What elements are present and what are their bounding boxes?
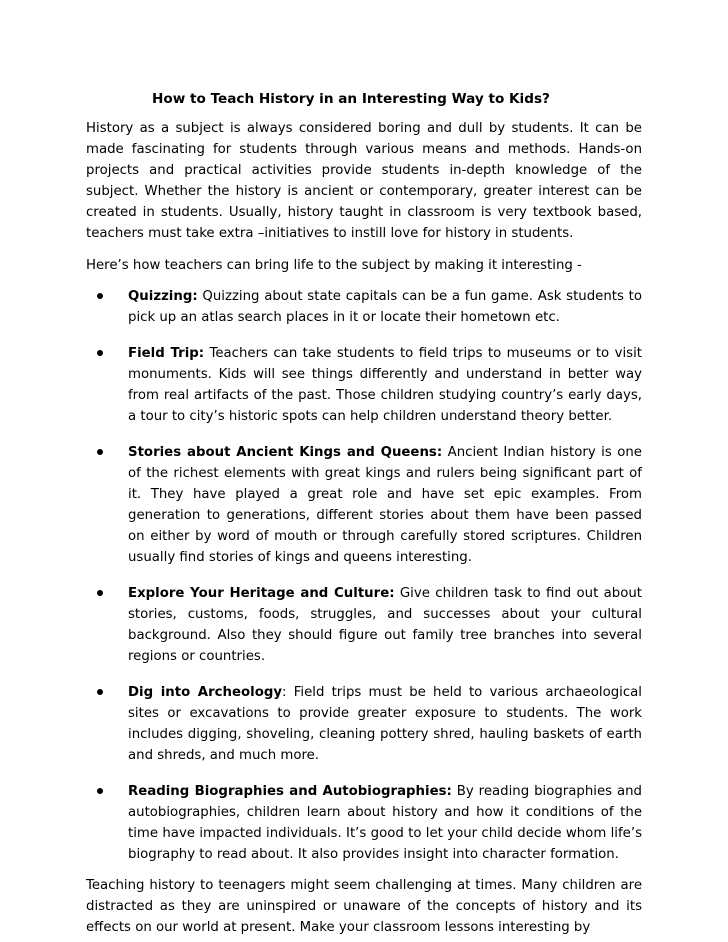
item-text: Teachers can take students to field trips to museums or to visit monuments. Kids will see things differently and understand in better way from real artifacts of the past. Those children studying country’s early days, a tour to city’s historic spots can help children understand theory better. <box>128 346 642 424</box>
tips-list <box>86 286 642 865</box>
bullet-icon <box>97 788 103 794</box>
list-item <box>86 286 642 328</box>
bullet-icon <box>97 449 103 455</box>
item-text: Give children task to find out about stories, customs, foods, struggles, and successes about your cultural background. Also they should figure out family tree branches into several regions or countries. <box>128 586 642 664</box>
item-heading: Quizzing: <box>128 289 198 304</box>
closing-paragraph: Teaching history to teenagers might seem challenging at times. Many children are distracted as they are uninspired or unaware of the concepts of history and its effects on our world at present. Make your classroom lessons interesting by <box>86 878 642 935</box>
bullet-icon <box>97 350 103 356</box>
lead-paragraph: Here’s how teachers can bring life to the subject by making it interesting - <box>86 258 582 273</box>
list-item <box>86 682 642 766</box>
bullet-icon <box>97 293 103 299</box>
list-item <box>86 442 642 568</box>
bullet-icon <box>97 689 103 695</box>
item-heading: Stories about Ancient Kings and Queens: <box>128 445 443 460</box>
list-item <box>86 343 642 427</box>
item-text: Ancient Indian history is one of the richest elements with great kings and rulers being significant part of it. They have played a great role and have set epic examples. From generation to generations, different stories about them have been passed on either by word of mouth or through carefully stored scriptures. Children usually find stories of kings and queens interesting. <box>128 445 642 565</box>
item-text: Quizzing about state capitals can be a fun game. Ask students to pick up an atlas search places in it or locate their hometown etc. <box>128 289 642 325</box>
item-heading: Reading Biographies and Autobiographies: <box>128 784 452 799</box>
document-title: How to Teach History in an Interesting Way to Kids? <box>152 91 550 107</box>
bullet-icon <box>97 590 103 596</box>
item-heading: Explore Your Heritage and Culture: <box>128 586 395 601</box>
list-item <box>86 781 642 865</box>
document-page <box>86 89 642 938</box>
item-heading: Field Trip: <box>128 346 205 361</box>
intro-paragraph: History as a subject is always considered boring and dull by students. It can be made fascinating for students through various means and methods. Hands-on projects and practical activities provide students in-depth knowledge of the subject. Whether the history is ancient or contemporary, greater interest can be created in students. Usually, history taught in classroom is very textbook based, teachers must take extra –initiatives to instill love for history in students. <box>86 121 642 241</box>
item-heading: Dig into Archeology <box>128 685 283 700</box>
item-text: By reading biographies and autobiographies, children learn about history and how it conditions of the time have impacted individuals. It’s good to let your child decide whom life’s biography to read about. It also provides insight into character formation. <box>128 784 642 862</box>
list-item <box>86 583 642 667</box>
item-text: : Field trips must be held to various archaeological sites or excavations to provide greater exposure to students. The work includes digging, shoveling, cleaning pottery shred, hauling baskets of earth and shreds, and much more. <box>128 685 642 763</box>
